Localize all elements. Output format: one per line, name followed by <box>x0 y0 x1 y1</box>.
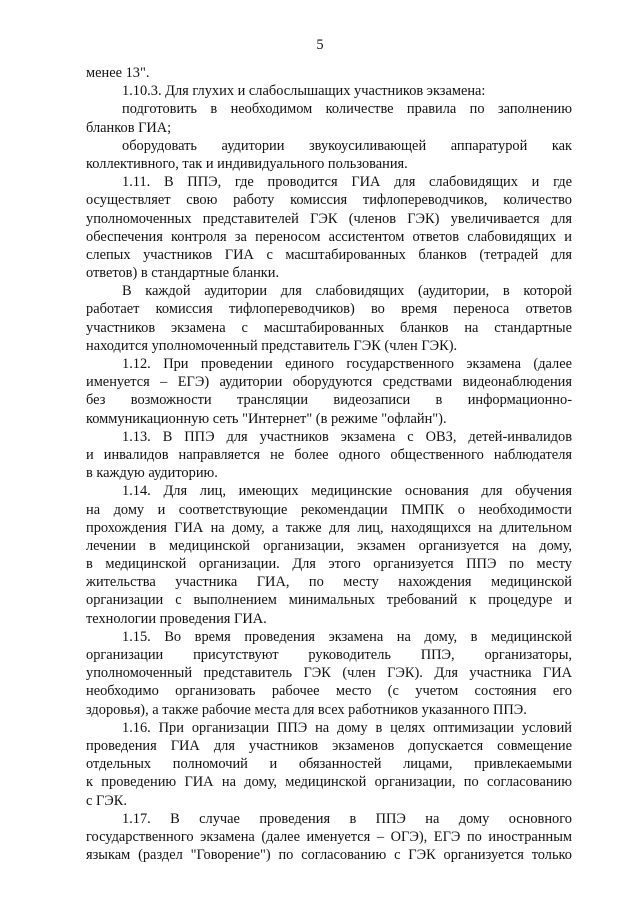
text-line: государственного экзамена (далее именуется – ОГЭ), ЕГЭ по иностранным <box>86 828 572 845</box>
text-line: обеспечения контроля за переносом ассистентом ответов слабовидящих и <box>86 228 572 245</box>
text-line: В каждой аудитории для слабовидящих (аудитории, в которой <box>122 283 572 300</box>
text-line: 1.15. Во время проведения экзамена на дому, в медицинской <box>122 628 572 645</box>
text-line: коммуникационную сеть "Интернет" (в режиме "офлайн"). <box>86 410 447 427</box>
text-line: оборудовать аудитории звукоусиливающей аппаратурой как <box>122 137 572 154</box>
text-line: к проведению ГИА на дому, медицинской организации, по согласованию <box>86 774 572 791</box>
text-line: ответов) в стандартные бланки. <box>86 265 280 282</box>
text-line: жительства участника ГИА, по месту нахождения медицинской <box>86 574 572 591</box>
text-line: здоровья), а также рабочие места для всех работников указанного ППЭ. <box>86 701 527 718</box>
text-line: необходимо организовать рабочее место (с учетом состояния его <box>86 683 572 700</box>
text-line: в каждую аудиторию. <box>86 465 218 482</box>
text-line: с ГЭК. <box>86 792 128 809</box>
text-line: слепых участников ГИА с масштабированных бланков (тетрадей для <box>86 246 572 263</box>
document-body <box>86 64 572 864</box>
text-line: лечении в медицинской организации, экзамен организуется на дому, <box>86 537 572 554</box>
text-line: языкам (раздел "Говорение") по согласованию с ГЭК организуется только <box>86 847 572 864</box>
text-line: 1.11. В ППЭ, где проводится ГИА для слабовидящих и где <box>122 174 572 191</box>
text-line: организации с выполнением минимальных требований к процедуре и <box>86 592 572 609</box>
text-line: 1.13. В ППЭ для участников экзамена с ОВЗ, детей-инвалидов <box>122 428 572 445</box>
text-line: без возможности трансляции видеозаписи в информационно- <box>86 392 572 409</box>
text-line: и инвалидов направляется не более одного общественного наблюдателя <box>86 446 572 463</box>
text-line: осуществляет свою работу комиссия тифлопереводчиков, количество <box>86 192 572 209</box>
text-line: прохождения ГИА на дому, а также для лиц, находящихся на длительном <box>86 519 572 536</box>
text-line: 1.17. В случае проведения в ППЭ на дому основного <box>122 810 572 827</box>
text-line: 1.12. При проведении единого государственного экзамена (далее <box>122 356 572 372</box>
text-line: коллективного, так и индивидуального пользования. <box>86 155 408 172</box>
text-line: уполномоченный представитель ГЭК (член ГЭК). Для участника ГИА <box>86 665 572 682</box>
text-line: именуется – ЕГЭ) аудитории оборудуются средствами видеонаблюдения <box>86 374 572 391</box>
text-line: 1.16. При организации ППЭ на дому в целях оптимизации условий <box>122 719 572 736</box>
text-line: на дому и соответствующие рекомендации ПМПК о необходимости <box>86 501 572 518</box>
text-line: 1.14. Для лиц, имеющих медицинские основания для обучения <box>122 483 572 500</box>
text-line: организации присутствуют руководитель ППЭ, организаторы, <box>86 647 572 663</box>
text-line: находится уполномоченный представитель ГЭК (член ГЭК). <box>86 337 458 354</box>
text-line: подготовить в необходимом количестве правила по заполнению <box>122 101 572 118</box>
text-line: работает комиссия тифлопереводчиков) во время переноса ответов <box>86 301 572 318</box>
text-line: отдельных полномочий и обязанностей лицами, привлекаемыми <box>86 756 572 773</box>
text-line: в медицинской организации. Для этого организуется ППЭ по месту <box>86 556 572 573</box>
text-line: участников экзамена с масштабированных бланков на стандартные <box>86 319 572 336</box>
text-line: 1.10.3. Для глухих и слабослышащих участников экзамена: <box>122 83 486 100</box>
text-line: бланков ГИА; <box>86 119 172 136</box>
text-line: проведения ГИА для участников экзаменов допускается совмещение <box>86 737 572 754</box>
text-line: технологии проведения ГИА. <box>86 610 267 627</box>
text-line: уполномоченных представителей ГЭК (членов ГЭК) увеличивается для <box>86 210 572 227</box>
text-line: менее 13". <box>86 65 150 81</box>
page-number: 5 <box>316 37 324 53</box>
